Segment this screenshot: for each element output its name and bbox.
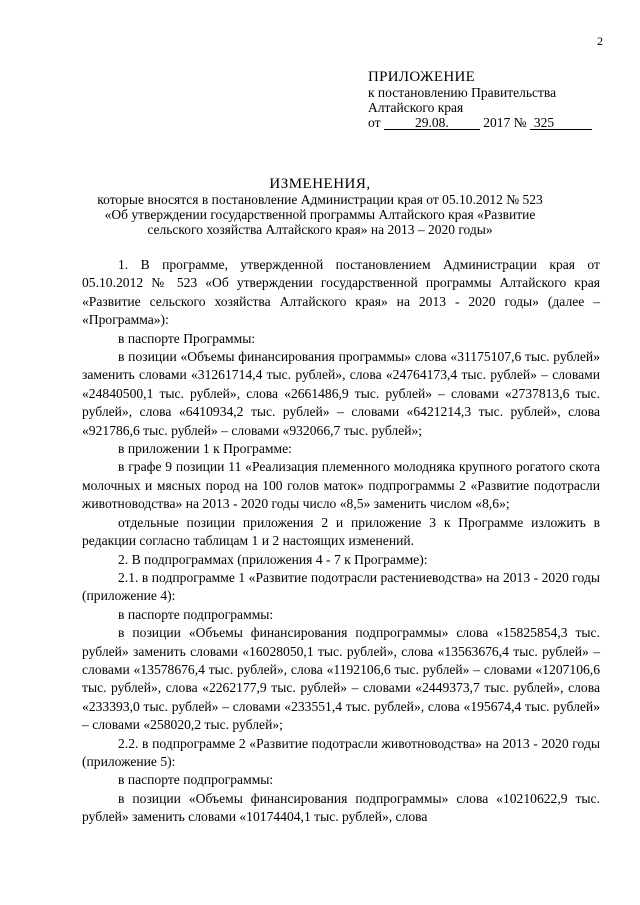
from-label: от: [368, 115, 381, 130]
decree-year: 2017: [483, 115, 511, 130]
document-body: [82, 256, 600, 827]
paragraph-1: 1. В программе, утвержденной постановлением Администрации края от 05.10.2012 № 523 «Об утверждении государственной программы Алтайского края «Развитие сельского хозяйства Алтайского края» на 2013 - 2020 годы» (далее – «Программа»):: [82, 257, 600, 328]
paragraph-8: 2.1. в подпрограмме 1 «Развитие подотрасли растениеводства» на 2013 - 2020 годы (приложение 4):: [82, 569, 600, 604]
heading-line-1: которые вносятся в постановление Администрации края от 05.10.2012 № 523: [97, 192, 543, 207]
paragraph-13: в позиции «Объемы финансирования подпрограммы» слова «10210622,9 тыс. рублей» заменить словами «10174404,1 тыс. рублей», слова: [82, 790, 600, 825]
paragraph-6: отдельные позиции приложения 2 и приложение 3 к Программе изложить в редакции согласно таблицам 1 и 2 настоящих изменений.: [82, 514, 600, 549]
appendix-title: ПРИЛОЖЕНИЕ: [368, 69, 476, 85]
paragraph-5: в графе 9 позиции 11 «Реализация племенного молодняка крупного рогатого скота молочных и мясных пород на 100 голов маток» подпрограммы 2 «Развитие подотрасли животноводства» на 2013 - 2020 годы число «8,5» заменить числом «8,6»;: [82, 459, 600, 512]
paragraph-12: в паспорте подпрограммы:: [118, 772, 274, 788]
paragraph-3: в позиции «Объемы финансирования программы» слова «31175107,6 тыс. рублей» заменить словами «31261714,4 тыс. рублей», слова «24764173,4 тыс. рублей» – словами «24840500,1 тыс. рублей», слова «2661486,9 тыс. рублей» – словами «2737813,6 тыс. рублей», слова «6410934,2 тыс. рублей» – словами «6421214,3 тыс. рублей», слова «921786,6 тыс. рублей» – словами «932066,7 тыс. рублей»;: [82, 349, 600, 438]
decree-date: 29.08.: [384, 116, 480, 130]
paragraph-7: 2. В подпрограммах (приложения 4 - 7 к Программе):: [118, 551, 428, 567]
heading-line-2: «Об утверждении государственной программы Алтайского края «Развитие: [104, 207, 536, 222]
paragraph-4: в приложении 1 к Программе:: [118, 441, 292, 457]
document-heading: [60, 177, 580, 237]
paragraph-9: в паспорте подпрограммы:: [118, 606, 274, 622]
appendix-date-line: [368, 115, 618, 130]
appendix-block: [368, 70, 618, 130]
number-sign: №: [513, 115, 527, 130]
heading-line-3: сельского хозяйства Алтайского края» на 2013 – 2020 годы»: [147, 222, 493, 237]
appendix-line-1: к постановлению Правительства: [368, 85, 557, 100]
page-number: 2: [597, 34, 603, 48]
decree-number: 325: [530, 116, 592, 130]
paragraph-11: 2.2. в подпрограмме 2 «Развитие подотрасли животноводства» на 2013 - 2020 годы (приложение 5):: [82, 735, 600, 769]
paragraph-10: в позиции «Объемы финансирования подпрограммы» слова «15825854,3 тыс. рублей» заменить словами «16028050,1 тыс. рублей», слова «13563676,4 тыс. рублей» – словами «13578676,4 тыс. рублей», слова «1192106,6 тыс. рублей» – словами «1207106,6 тыс. рублей», слова «2262177,9 тыс. рублей» – словами «2449373,7 тыс. рублей», слова «233393,0 тыс. рублей» – словами «233551,4 тыс. рублей», слова «195674,4 тыс. рублей» – словами «258020,2 тыс. рублей»;: [82, 625, 600, 733]
paragraph-2: в паспорте Программы:: [118, 330, 256, 346]
appendix-line-2: Алтайского края: [368, 100, 464, 115]
heading-title: ИЗМЕНЕНИЯ,: [269, 176, 371, 192]
